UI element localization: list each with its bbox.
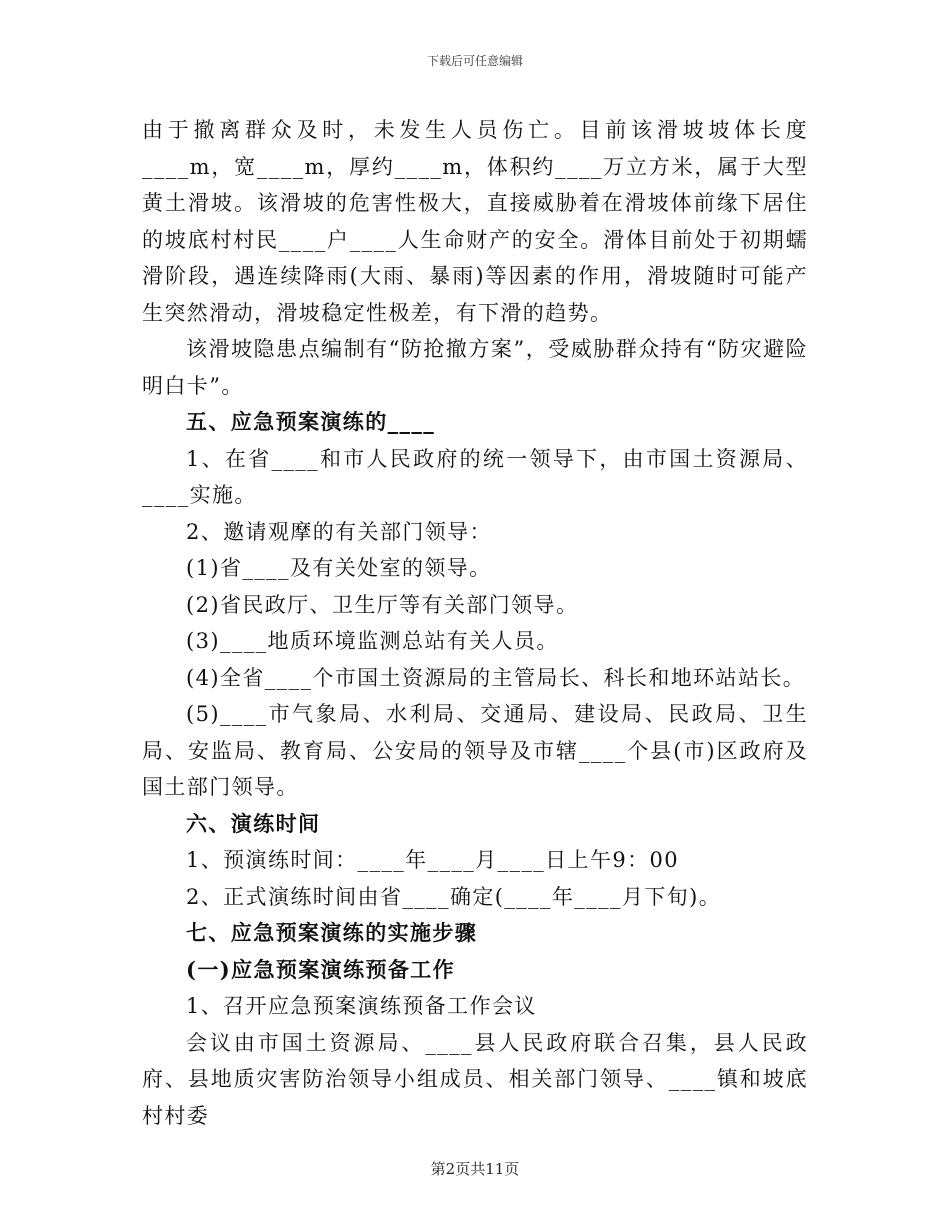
list-item-invited-4: (4)全省____个市国土资源局的主管局长、科长和地环站站长。 (186, 665, 806, 690)
paragraph-rehearsal-time: 1、预演练时间：____年____月____日上午9：00 (186, 848, 680, 872)
document-body (142, 112, 808, 1134)
list-item-invited-2: (2)省民政厅、卫生厅等有关部门领导。 (186, 592, 579, 617)
page-header: 下载后可任意编辑 (426, 54, 523, 68)
paragraph-meeting-body: 会议由市国土资源局、____县人民政府联合召集，县人民政府、县地质灾害防治领导小组成员、相关部门领导、____镇和坡底村村委 (142, 1030, 808, 1128)
paragraph-item-2-invited: 2、邀请观摩的有关部门领导： (186, 519, 492, 544)
paragraph-landslide-description: 由于撤离群众及时，未发生人员伤亡。目前该滑坡坡体长度____m，宽____m，厚约____m，体积约____万立方米，属于大型黄土滑坡。该滑坡的危害性极大，直接威胁着在滑坡体前缘下居住的坡底村村民____户____人生命财产的安全。滑体目前处于初期蠕滑阶段，遇连续降雨(大雨、暴雨)等因素的作用，滑坡随时可能产生突然滑动，滑坡稳定性极差，有下滑的趋势。 (142, 118, 808, 325)
paragraph-formal-time: 2、正式演练时间由省____确定(____年____月下旬)。 (186, 884, 722, 909)
section-heading-7: 七、应急预案演练的实施步骤 (186, 920, 478, 945)
page-footer: 第2页共11页 (430, 1160, 520, 1178)
section-heading-6: 六、演练时间 (186, 810, 321, 836)
paragraph-item-1-leadership: 1、在省____和市人民政府的统一领导下，由市国土资源局、____实施。 (142, 446, 808, 507)
subsection-heading-preparation: (一)应急预案演练预备工作 (186, 956, 456, 982)
paragraph-meeting-title: 1、召开应急预案演练预备工作会议 (186, 994, 537, 1018)
section-heading-5: 五、应急预案演练的____ (186, 409, 436, 434)
paragraph-plan-cards: 该滑坡隐患点编制有“防抢撤方案”，受威胁群众持有“防灾避险明白卡”。 (142, 337, 808, 398)
list-item-invited-1: (1)省____及有关处室的领导。 (186, 556, 492, 580)
list-item-invited-5: (5)____市气象局、水利局、交通局、建设局、民政局、卫生局、安监局、教育局、公安局的领导及市辖____个县(市)区政府及国土部门领导。 (142, 702, 808, 799)
list-item-invited-3: (3)____地质环境监测总站有关人员。 (186, 629, 559, 653)
